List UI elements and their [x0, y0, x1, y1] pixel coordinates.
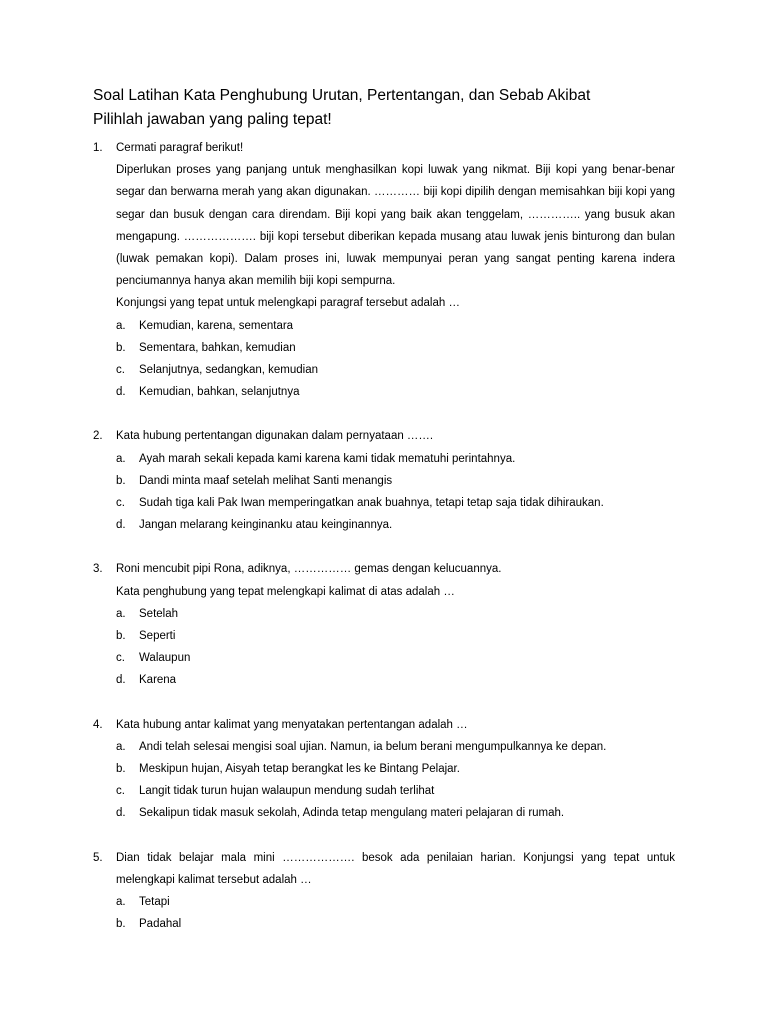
question-body [116, 714, 675, 825]
question-text: Konjungsi yang tepat untuk melengkapi paragraf tersebut adalah … [116, 297, 460, 310]
option-letter: b. [116, 341, 126, 354]
option-text: Dandi minta maaf setelah melihat Santi menangis [139, 474, 393, 487]
option-letter: b. [116, 474, 126, 487]
question-text: Diperlukan proses yang panjang untuk menghasilkan kopi luwak yang nikmat. Biji kopi yang benar-benar segar dan berwarna merah yang akan digunakan. ………… biji kopi dipilih dengan memisahkan biji kopi yang segar dan busuk dengan cara direndam. Biji kopi yang baik akan tenggelam, ………….. yang busuk akan mengapung. ………………. biji kopi tersebut diberikan kepada musang atau luwak jenis binturong dan bulan (luwak pemakan kopi). Dalam proses ini, luwak mempunyai peran yang sangat penting karena indera penciumannya hanya akan memilih biji kopi sempurna. [116, 164, 675, 288]
answer-option [116, 647, 675, 669]
question-body [116, 558, 675, 691]
option-text: Jangan melarang keinginanku atau keinginannya. [139, 519, 393, 532]
option-text: Kemudian, bahkan, selanjutnya [139, 386, 300, 399]
question-row [93, 425, 675, 536]
option-text: Meskipun hujan, Aisyah tetap berangkat les ke Bintang Pelajar. [139, 763, 460, 776]
question-body [116, 137, 675, 403]
question-item [93, 714, 675, 825]
question-spacer [93, 825, 675, 847]
answer-option [116, 758, 675, 780]
option-letter: a. [116, 319, 126, 332]
answer-option [116, 603, 675, 625]
question-number: 1. [93, 142, 103, 154]
question-text: Kata hubung antar kalimat yang menyatakan pertentangan adalah … [116, 718, 468, 731]
option-letter: a. [116, 740, 126, 753]
answer-option [116, 337, 675, 359]
option-text: Tetapi [139, 896, 170, 909]
question-item [93, 425, 675, 536]
option-text: Sekalipun tidak masuk sekolah, Adinda tetap mengulang materi pelajaran di rumah. [139, 807, 565, 820]
answer-option [116, 625, 675, 647]
option-text: Ayah marah sekali kepada kami karena kami tidak mematuhi perintahnya. [139, 452, 516, 465]
answer-option [116, 470, 675, 492]
option-text: Selanjutnya, sedangkan, kemudian [139, 364, 319, 377]
answer-option [116, 381, 675, 403]
question-row [93, 847, 675, 936]
option-letter: d. [116, 807, 126, 820]
option-text: Sudah tiga kali Pak Iwan memperingatkan anak buahnya, tetapi tetap saja tidak dihiraukan. [139, 497, 604, 510]
option-letter: c. [116, 785, 125, 798]
question-text: Kata penghubung yang tepat melengkapi kalimat di atas adalah … [116, 585, 455, 598]
option-text: Kemudian, karena, sementara [139, 319, 294, 332]
question-text: Kata hubung pertentangan digunakan dalam pernyataan ……. [116, 430, 434, 443]
answer-option [116, 736, 675, 758]
option-text: Setelah [139, 607, 179, 620]
option-text: Seperti [139, 630, 176, 643]
document-content [93, 84, 675, 936]
answer-option [116, 669, 675, 691]
question-text: Roni mencubit pipi Rona, adiknya, …………… gemas dengan kelucuannya. [116, 563, 502, 576]
answer-option [116, 913, 675, 935]
option-text: Padahal [139, 918, 182, 931]
answer-option [116, 802, 675, 824]
question-spacer [93, 692, 675, 714]
option-text: Karena [139, 674, 177, 687]
question-item [93, 137, 675, 403]
question-list [93, 137, 675, 936]
answer-option [116, 492, 675, 514]
option-letter: d. [116, 519, 126, 532]
question-item [93, 847, 675, 936]
question-text: Dian tidak belajar mala mini ………………. besok ada penilaian harian. Konjungsi yang tepat untuk melengkapi kalimat tersebut adalah … [116, 851, 675, 886]
answer-option [116, 891, 675, 913]
answer-option [116, 315, 675, 337]
answer-option [116, 514, 675, 536]
question-number: 3. [93, 563, 103, 576]
option-letter: c. [116, 497, 125, 510]
option-text: Langit tidak turun hujan walaupun mendung sudah terlihat [139, 785, 435, 798]
answer-option [116, 359, 675, 381]
option-text: Andi telah selesai mengisi soal ujian. Namun, ia belum berani mengumpulkannya ke depan. [139, 740, 607, 753]
option-letter: c. [116, 364, 125, 377]
question-text: Cermati paragraf berikut! [116, 142, 244, 154]
question-number: 2. [93, 430, 103, 443]
question-row [93, 714, 675, 825]
instruction: Pilihlah jawaban yang paling tepat! [93, 111, 332, 128]
question-item [93, 558, 675, 691]
question-row [93, 558, 675, 691]
question-body [116, 425, 675, 536]
option-letter: a. [116, 452, 126, 465]
option-letter: d. [116, 674, 126, 687]
question-spacer [93, 403, 675, 425]
option-letter: c. [116, 652, 125, 665]
question-spacer [93, 536, 675, 558]
question-number: 4. [93, 718, 103, 731]
option-text: Sementara, bahkan, kemudian [139, 341, 296, 354]
answer-option [116, 448, 675, 470]
answer-option [116, 780, 675, 802]
option-letter: a. [116, 896, 126, 909]
option-letter: b. [116, 630, 126, 643]
question-row [93, 137, 675, 403]
option-letter: b. [116, 763, 126, 776]
document-title: Soal Latihan Kata Penghubung Urutan, Pertentangan, dan Sebab Akibat [93, 87, 591, 104]
question-number: 5. [93, 851, 103, 864]
option-text: Walaupun [139, 652, 191, 665]
option-letter: b. [116, 918, 126, 931]
option-letter: a. [116, 607, 126, 620]
question-body [116, 847, 675, 936]
option-letter: d. [116, 386, 126, 399]
